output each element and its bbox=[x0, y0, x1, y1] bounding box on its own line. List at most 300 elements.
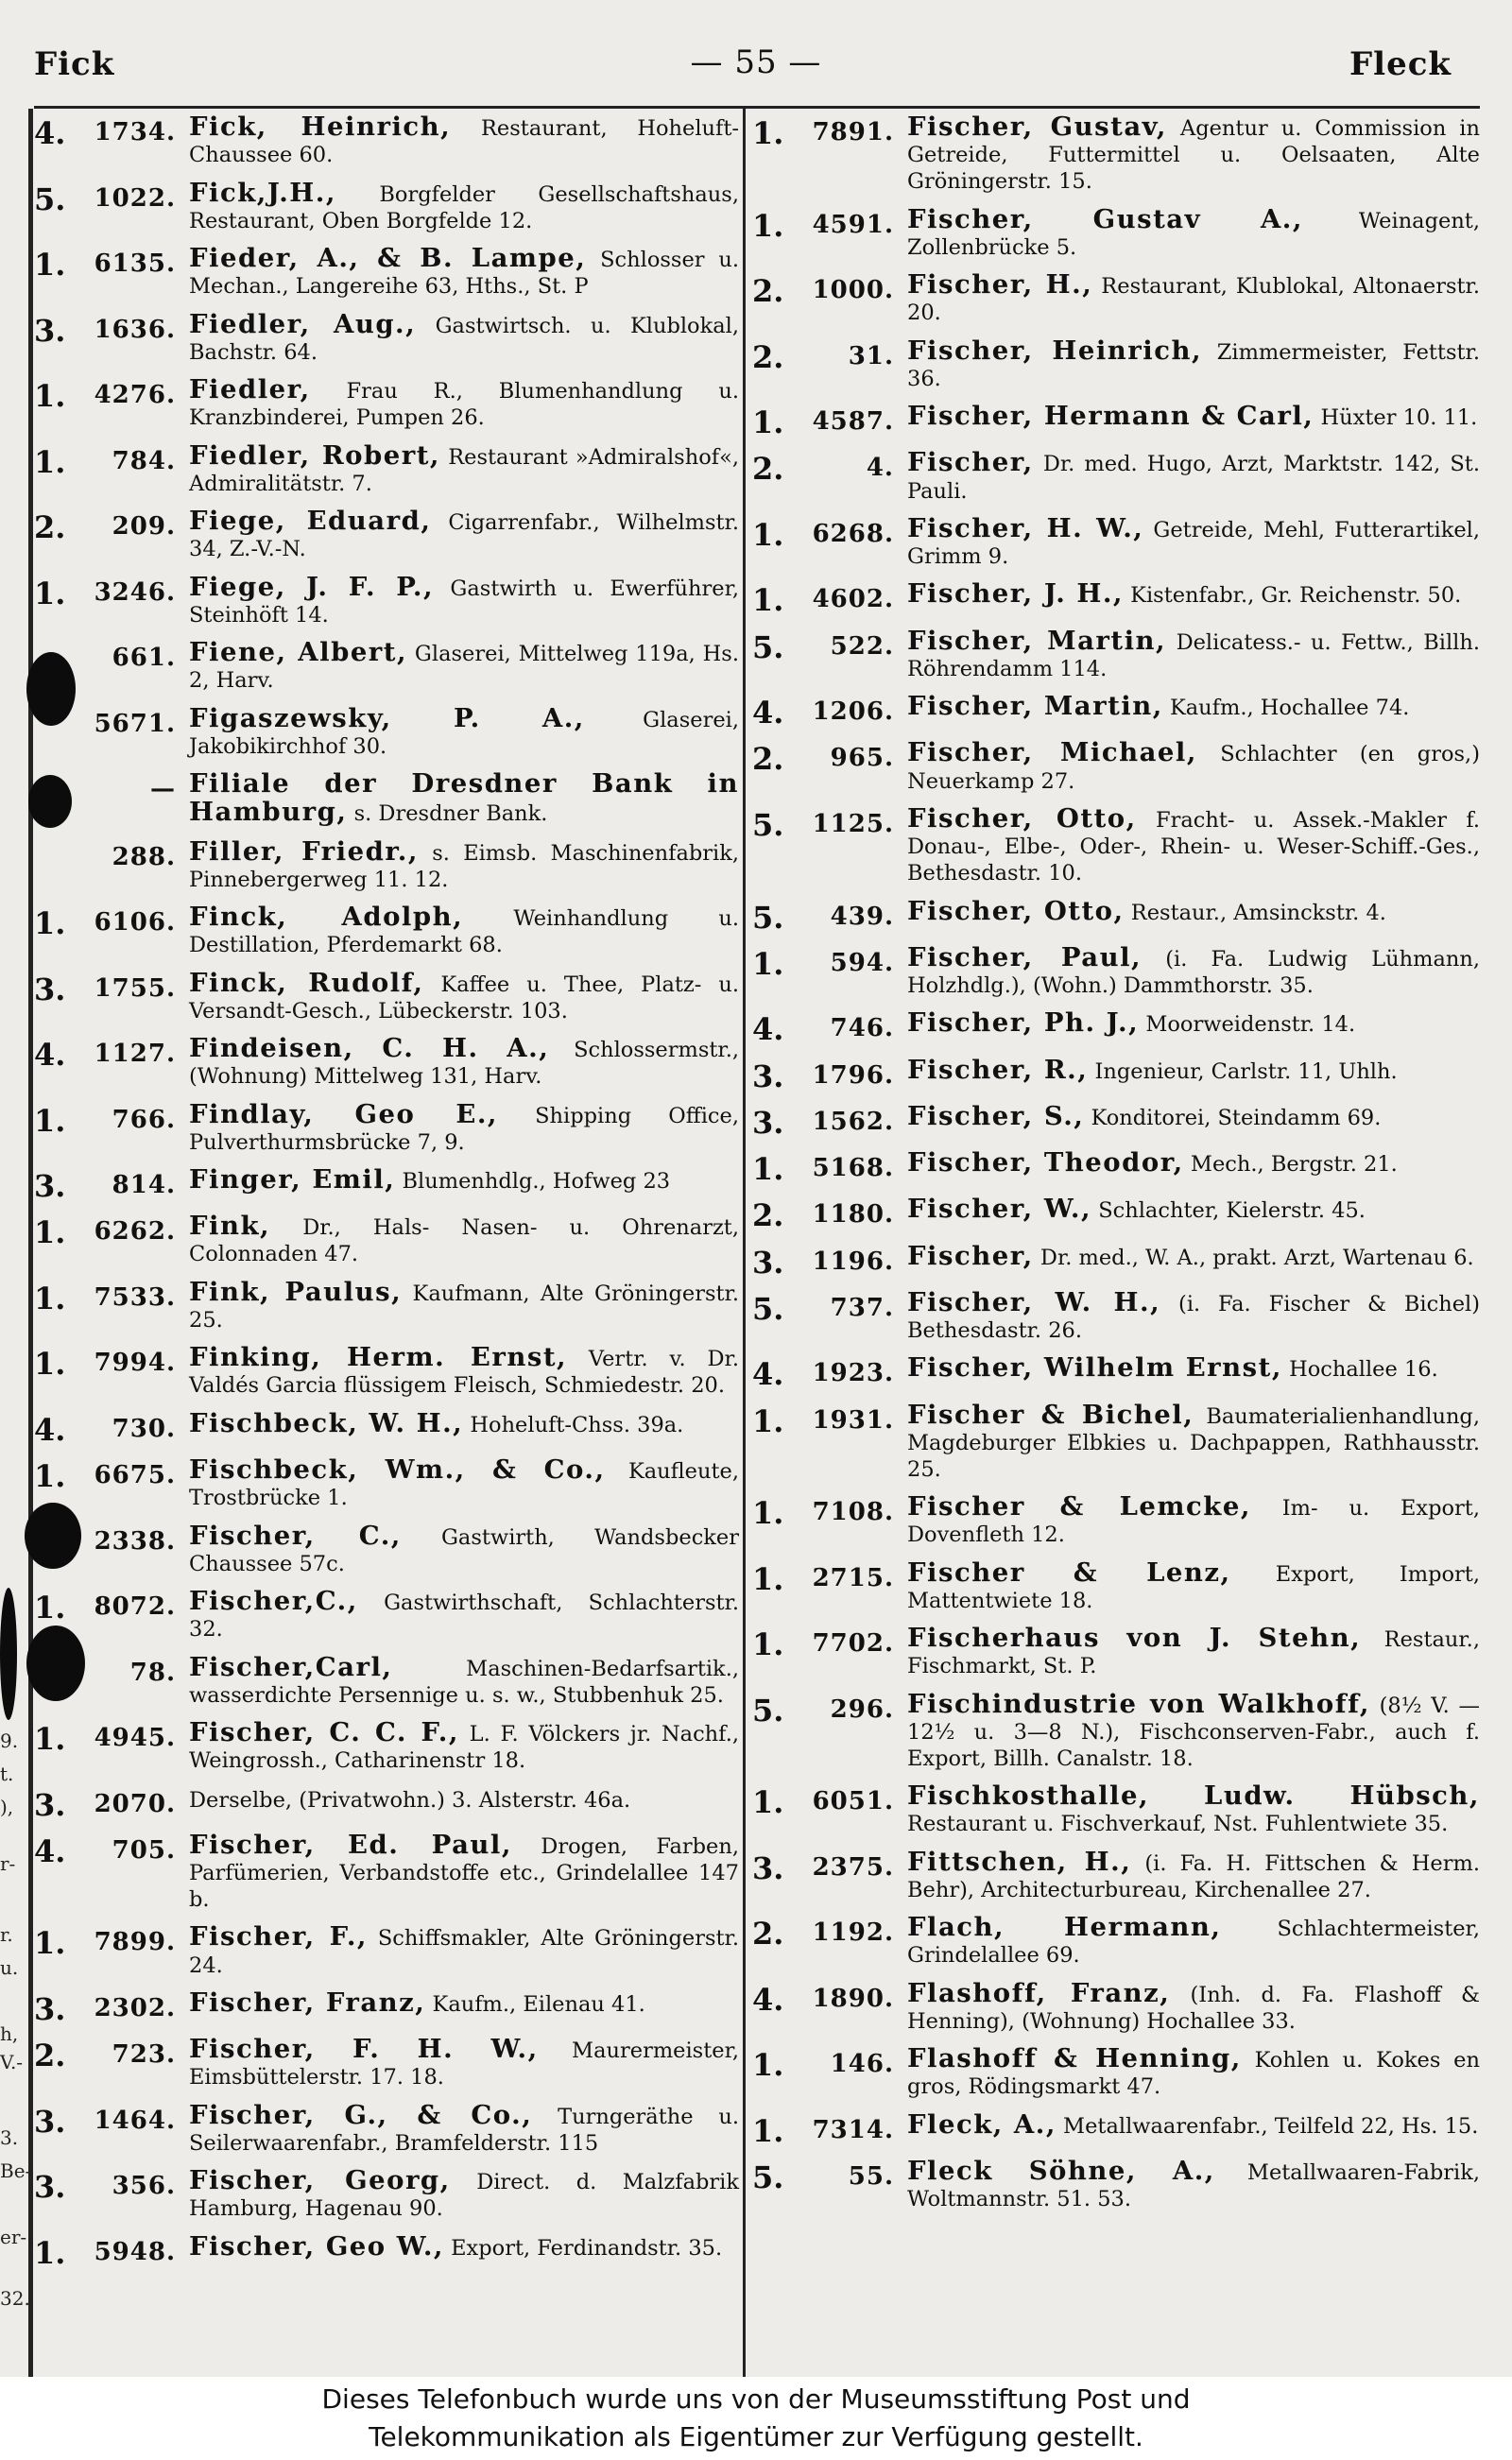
entry-text bbox=[907, 1399, 1480, 1483]
entry-name: Fick, Heinrich, bbox=[189, 112, 452, 142]
phone-number: 705. bbox=[112, 1835, 176, 1865]
phone-number: 2070. bbox=[94, 1789, 176, 1818]
phone-number: 6675. bbox=[94, 1461, 176, 1489]
entry-text bbox=[189, 1407, 739, 1438]
directory-entry bbox=[752, 1399, 1480, 1483]
exchange-number bbox=[34, 1654, 66, 1658]
entry-name: Finck, Rudolf, bbox=[189, 967, 424, 998]
running-head-left: Fick bbox=[34, 45, 115, 83]
directory-entry bbox=[34, 1213, 739, 1267]
directory-entry bbox=[34, 439, 740, 497]
phone-number: 7899. bbox=[94, 1928, 176, 1957]
entry-text bbox=[907, 802, 1480, 886]
entry-details: Getreide, Mehl, Futterartikel, Grimm 9. bbox=[907, 517, 1480, 569]
right-column bbox=[752, 113, 1480, 2224]
exchange-number: 1. bbox=[34, 575, 66, 611]
directory-entry bbox=[752, 1977, 1480, 2035]
directory-entry bbox=[34, 1719, 739, 1774]
entry-text bbox=[189, 770, 739, 827]
directory-entry bbox=[752, 2045, 1480, 2100]
entry-details: Konditorei, Steindamm 69. bbox=[1084, 1105, 1382, 1130]
entry-name: Fischer, F., bbox=[189, 1921, 368, 1953]
exchange-number: 5. bbox=[752, 806, 784, 843]
entry-details: Turngeräthe u. Seilerwaarenfabr., Bramfelderstr. 115 bbox=[189, 2104, 739, 2156]
directory-entry bbox=[34, 1456, 739, 1511]
phone-number: 1127. bbox=[94, 1040, 176, 1068]
running-head-right: Fleck bbox=[1349, 45, 1452, 83]
entry-text bbox=[907, 580, 1480, 609]
exchange-number: 3. bbox=[752, 1104, 784, 1141]
left-border-rule bbox=[28, 109, 33, 2377]
entry-name: Flashoff, Franz, bbox=[907, 1977, 1171, 2008]
exchange-number: 1. bbox=[34, 1458, 66, 1494]
directory-entry bbox=[752, 625, 1480, 682]
entry-text bbox=[907, 1914, 1480, 1969]
directory-entry bbox=[752, 802, 1480, 886]
exchange-number bbox=[34, 639, 66, 643]
entry-text bbox=[189, 439, 740, 497]
exchange-number: 5. bbox=[34, 181, 66, 217]
margin-fragment: 3. bbox=[0, 2126, 19, 2149]
entry-text bbox=[189, 1989, 739, 2018]
entry-name: Filler, Friedr., bbox=[189, 835, 419, 867]
exchange-number bbox=[34, 770, 66, 774]
entry-name: Fischer, Wilhelm Ernst, bbox=[907, 1352, 1282, 1384]
entry-details: Kaufmann, Alte Gröningerstr. 25. bbox=[189, 1281, 739, 1333]
phone-number: 746. bbox=[830, 1014, 894, 1043]
entry-details: Shipping Office, Pulverthurmsbrücke 7, 9. bbox=[189, 1103, 739, 1155]
entry-text bbox=[907, 1493, 1480, 1548]
entry-details: L. F. Völckers jr. Nachf., Weingrossh., Catharinenstr 18. bbox=[189, 1722, 740, 1774]
entry-text bbox=[907, 1688, 1481, 1772]
phone-number: 6106. bbox=[94, 908, 176, 937]
entry-details: Ingenieur, Carlstr. 11, Uhlh. bbox=[1088, 1058, 1398, 1084]
entry-details: Restaur., Fischmarkt, St. P. bbox=[907, 1627, 1480, 1679]
exchange-number: 1. bbox=[34, 247, 66, 283]
entry-details: (i. Fa. H. Fittschen & Herm. Behr), Architecturbureau, Kirchenallee 27. bbox=[907, 1850, 1480, 1902]
exchange-number: 3. bbox=[34, 1786, 66, 1823]
phone-number: 3246. bbox=[94, 577, 176, 607]
entry-details: Moorweidenstr. 14. bbox=[1139, 1012, 1356, 1038]
entry-details: Gastwirth u. Ewerführer, Steinhöft 14. bbox=[189, 576, 739, 628]
entry-details: Gastwirthschaft, Schlachterstr. 32. bbox=[189, 1591, 739, 1643]
entry-details: Kaufm., Eilenau 41. bbox=[425, 1991, 645, 2017]
entry-details: Vertr. v. Dr. Valdés Garcia flüssigem Fleisch, Schmiedestr. 20. bbox=[189, 1347, 739, 1399]
exchange-number: 3. bbox=[34, 312, 66, 349]
entry-details: Kaufleute, Trostbrücke 1. bbox=[189, 1459, 739, 1511]
phone-number: 55. bbox=[848, 2162, 894, 2191]
entry-name: Fischer, Ed. Paul, bbox=[189, 1829, 512, 1860]
directory-entry bbox=[752, 1846, 1480, 1903]
entry-name: Fink, Paulus, bbox=[189, 1276, 403, 1307]
phone-number: 965. bbox=[830, 744, 894, 773]
exchange-number: 2. bbox=[752, 1916, 784, 1953]
exchange-number: 3. bbox=[34, 2169, 66, 2206]
entry-name: Fleck, A., bbox=[907, 2108, 1057, 2140]
entry-name: Fischer,C., bbox=[189, 1586, 358, 1616]
exchange-number: 4. bbox=[752, 1356, 784, 1393]
entry-name: Flashoff & Henning, bbox=[907, 2043, 1242, 2074]
exchange-number: 1. bbox=[752, 207, 784, 244]
entry-text bbox=[189, 1035, 739, 1090]
entry-text bbox=[189, 1829, 739, 1913]
entry-details: Fracht- u. Assek.-Makler f. Donau-, Elbe-, Oder-, Rhein- u. Weser-Schiff.-Ges., Bethesdastr. 10. bbox=[907, 807, 1480, 886]
entry-text bbox=[189, 835, 739, 893]
exchange-number: 1. bbox=[34, 1590, 66, 1626]
entry-details: Restaurant u. Fischverkauf, Nst. Fuhlentwiete 35. bbox=[907, 1812, 1449, 1837]
entry-details: Kohlen u. Kokes en gros, Rödingsmarkt 47. bbox=[907, 2048, 1480, 2100]
entry-details: Maurermeister, Eimsbüttelerstr. 17. 18. bbox=[189, 2039, 740, 2090]
phone-number: 1180. bbox=[812, 1200, 894, 1230]
margin-fragment: r- bbox=[0, 1852, 16, 1875]
phone-number: 6051. bbox=[812, 1787, 894, 1816]
exchange-number: 2. bbox=[34, 2038, 66, 2074]
directory-entry bbox=[752, 2108, 1480, 2149]
entry-name: Fischkosthalle, Ludw. Hübsch, bbox=[907, 1780, 1480, 1812]
phone-number: 1000. bbox=[812, 276, 894, 305]
entry-text bbox=[907, 1100, 1480, 1131]
entry-name: Fischer, Martin, bbox=[907, 691, 1163, 722]
entry-text bbox=[189, 1923, 739, 1978]
entry-name: Fischer, S., bbox=[907, 1100, 1085, 1131]
header-rule bbox=[34, 106, 1480, 109]
exchange-number: 1. bbox=[34, 378, 66, 414]
entry-name: Fiege, Eduard, bbox=[189, 506, 432, 536]
directory-entry bbox=[34, 1098, 739, 1156]
entry-name: Fittschen, H., bbox=[907, 1846, 1132, 1877]
entry-details: Metallwaaren-Fabrik, Woltmannstr. 51. 53. bbox=[907, 2160, 1480, 2212]
exchange-number: 1. bbox=[752, 1402, 784, 1439]
entry-details: Hüxter 10. 11. bbox=[1314, 405, 1478, 431]
directory-entry bbox=[752, 1240, 1480, 1281]
phone-number: 31. bbox=[848, 341, 894, 370]
directory-entry bbox=[752, 113, 1480, 195]
entry-name: Fischer, Martin, bbox=[907, 625, 1167, 656]
directory-entry bbox=[34, 113, 739, 168]
phone-number: 766. bbox=[112, 1105, 176, 1134]
entry-text bbox=[189, 702, 739, 760]
exchange-number: 4. bbox=[34, 1037, 66, 1073]
entry-details: Schlachtermeister, Grindelallee 69. bbox=[907, 1917, 1480, 1969]
entry-text bbox=[907, 449, 1480, 504]
entry-name: Fischer, Franz, bbox=[189, 1987, 426, 2018]
exchange-number: 2. bbox=[752, 741, 784, 778]
margin-fragment: V.- bbox=[0, 2051, 24, 2073]
entry-name: Fischindustrie von Walkhoff, bbox=[907, 1688, 1370, 1719]
entry-details: Mech., Bergstr. 21. bbox=[1183, 1152, 1398, 1177]
entry-text bbox=[907, 895, 1480, 926]
phone-number: 4. bbox=[866, 454, 894, 483]
entry-text bbox=[189, 1166, 739, 1195]
phone-number: 6262. bbox=[94, 1217, 176, 1247]
entry-text bbox=[907, 113, 1480, 195]
entry-details: Maschinen-Bedarfsartik., wasserdichte Persennige u. s. w., Stubbenhuk 25. bbox=[189, 1656, 739, 1708]
entry-name: Fischer, F. H. W., bbox=[189, 2034, 539, 2065]
entry-name: Fischer, H. W., bbox=[907, 512, 1144, 543]
phone-number: 814. bbox=[112, 1171, 176, 1199]
entry-details: Export, Ferdinandstr. 35. bbox=[443, 2235, 723, 2261]
directory-entry bbox=[34, 770, 739, 827]
exchange-number: 1. bbox=[752, 516, 784, 553]
directory-entry bbox=[752, 403, 1480, 439]
entry-name: Fischer, H., bbox=[907, 269, 1093, 301]
exchange-number: 1. bbox=[34, 1346, 66, 1383]
exchange-number: 1. bbox=[752, 1784, 784, 1821]
directory-entry bbox=[752, 1559, 1480, 1614]
directory-entry bbox=[34, 903, 739, 958]
exchange-number: 5. bbox=[752, 628, 784, 665]
exchange-number: 1. bbox=[752, 404, 784, 441]
directory-entry bbox=[34, 308, 739, 366]
entry-details: Im- u. Export, Dovenfleth 12. bbox=[907, 1496, 1480, 1548]
phone-number: 2302. bbox=[94, 1993, 176, 2022]
phone-number: 7314. bbox=[812, 2115, 894, 2144]
exchange-number: 2. bbox=[34, 509, 66, 545]
entry-text bbox=[907, 1354, 1480, 1383]
entry-text bbox=[907, 1559, 1480, 1614]
phone-number: 1796. bbox=[812, 1060, 894, 1090]
entry-text bbox=[189, 903, 739, 958]
entry-name: Findeisen, C. H. A., bbox=[189, 1033, 550, 1063]
entry-text bbox=[189, 1588, 739, 1643]
exchange-number: 3. bbox=[752, 1849, 784, 1886]
entry-name: Fischer & Bichel, bbox=[907, 1399, 1194, 1430]
phone-number: 4276. bbox=[94, 381, 176, 409]
entry-text bbox=[189, 507, 739, 562]
exchange-number: 1. bbox=[752, 2047, 784, 2084]
entry-name: Finger, Emil, bbox=[189, 1164, 396, 1195]
entry-name: Fleck Söhne, A., bbox=[907, 2156, 1215, 2186]
entry-text bbox=[907, 693, 1480, 721]
entry-details: Schlossermstr., (Wohnung) Mittelweg 131, Harv. bbox=[189, 1038, 739, 1090]
directory-entry bbox=[34, 702, 739, 760]
directory-entry bbox=[34, 1923, 739, 1978]
directory-entry bbox=[34, 1829, 739, 1913]
entry-details: Schlachter (en gros,) Neuerkamp 27. bbox=[907, 742, 1480, 794]
entry-text bbox=[189, 245, 739, 300]
entry-name: Filiale der Dresdner Bank in Hamburg, bbox=[189, 768, 739, 828]
directory-entry bbox=[34, 1344, 739, 1399]
directory-entry bbox=[752, 693, 1480, 729]
phone-number: 1022. bbox=[94, 183, 176, 213]
entry-details: Schiffsmakler, Alte Gröningerstr. 24. bbox=[189, 1926, 739, 1978]
margin-fragment: 9. bbox=[0, 1729, 19, 1752]
entry-name: Fischer, Paul, bbox=[907, 941, 1143, 972]
margin-fragment: u. bbox=[0, 1956, 19, 1979]
phone-number: 8072. bbox=[94, 1592, 176, 1621]
entry-details: Restaurant, Klublokal, Altonaerstr. 20. bbox=[907, 274, 1480, 326]
entry-text bbox=[907, 512, 1480, 570]
directory-entry bbox=[752, 449, 1480, 504]
phone-number: 1890. bbox=[812, 1984, 894, 2013]
entry-text bbox=[907, 271, 1480, 326]
directory-entry bbox=[34, 835, 739, 893]
entry-details: Kaffee u. Thee, Platz- u. Versandt-Gesch., Lübeckerstr. 103. bbox=[189, 972, 740, 1024]
entry-details: Direct. d. Malzfabrik Hamburg, Hagenau 90. bbox=[189, 2170, 739, 2222]
entry-name: Fischer, Michael, bbox=[907, 737, 1197, 768]
directory-entry bbox=[752, 739, 1480, 794]
entry-text bbox=[907, 739, 1480, 794]
exchange-number: 1. bbox=[752, 945, 784, 982]
entry-details: Hochallee 16. bbox=[1281, 1357, 1438, 1383]
entry-text bbox=[189, 1456, 739, 1511]
phone-number: 1192. bbox=[812, 1918, 894, 1948]
entry-text bbox=[907, 2158, 1480, 2212]
exchange-number: 3. bbox=[34, 1990, 66, 2027]
exchange-number: 5. bbox=[752, 899, 784, 936]
exchange-number: 2. bbox=[752, 273, 784, 310]
exchange-number: 1. bbox=[752, 1560, 784, 1597]
entry-details: s. Eimsb. Maschinenfabrik, Pinnebergerweg 11. 12. bbox=[189, 840, 739, 892]
exchange-number: 1. bbox=[752, 1495, 784, 1532]
directory-entry bbox=[34, 2230, 739, 2271]
entry-text bbox=[907, 1286, 1481, 1344]
directory-entry bbox=[752, 512, 1480, 570]
left-column bbox=[34, 113, 739, 2279]
entry-name: Fischer, W., bbox=[907, 1194, 1092, 1225]
directory-entry bbox=[34, 2099, 739, 2157]
margin-fragment: t. bbox=[0, 1763, 14, 1785]
directory-entry bbox=[752, 941, 1480, 999]
exchange-number: 4. bbox=[34, 115, 66, 151]
margin-fragment: h, bbox=[0, 2022, 19, 2045]
directory-entry bbox=[752, 578, 1480, 619]
margin-fragment: 32. bbox=[0, 2287, 30, 2310]
entry-name: Fischer, Heinrich, bbox=[907, 335, 1203, 366]
entry-text bbox=[189, 308, 739, 366]
exchange-number: 1. bbox=[752, 115, 784, 151]
phone-number: 1931. bbox=[812, 1405, 894, 1435]
entry-text bbox=[907, 1009, 1480, 1038]
phone-number: 439. bbox=[830, 902, 894, 931]
entry-details: Export, Import, Mattentwiete 18. bbox=[907, 1561, 1480, 1613]
directory-entry bbox=[752, 1688, 1481, 1772]
phone-number: 522. bbox=[830, 631, 894, 661]
margin-fragment: Be- bbox=[0, 2159, 32, 2182]
entry-text bbox=[907, 1240, 1480, 1271]
exchange-number bbox=[34, 705, 66, 709]
entry-name: Fischer & Lenz, bbox=[907, 1557, 1231, 1588]
entry-details: Glaserei, Jakobikirchhof 30. bbox=[189, 707, 739, 759]
phone-number: 784. bbox=[112, 446, 176, 475]
entry-text bbox=[907, 1782, 1480, 1837]
directory-entry bbox=[34, 1588, 739, 1643]
footer-line-2: Telekommunikation als Eigentümer zur Verfügung gestellt. bbox=[369, 2421, 1143, 2452]
exchange-number: 4. bbox=[34, 1411, 66, 1448]
entry-details: s. Dresdner Bank. bbox=[347, 801, 548, 827]
entry-name: Fischer, Otto, bbox=[907, 802, 1137, 834]
entry-details: (i. Fa. Ludwig Lühmann, Holzhdlg.), (Wohn.) Dammthorstr. 35. bbox=[907, 946, 1480, 998]
directory-entry bbox=[752, 271, 1480, 326]
entry-name: Fischer, Otto, bbox=[907, 895, 1125, 926]
phone-number: 7108. bbox=[812, 1498, 894, 1527]
phone-number: 296. bbox=[830, 1694, 894, 1724]
exchange-number: 1. bbox=[34, 1925, 66, 1962]
phone-number: 209. bbox=[112, 512, 176, 541]
exchange-number: 2. bbox=[752, 451, 784, 488]
entry-details: (8½ V. — 12½ u. 3—8 N.), Fischconserven-Fabr., auch f. Export, Billh. Canalstr. 18. bbox=[907, 1693, 1481, 1771]
entry-text bbox=[907, 1846, 1480, 1903]
entry-details: Weinagent, Zollenbrücke 5. bbox=[907, 208, 1480, 260]
directory-entry bbox=[752, 895, 1480, 936]
directory-entry bbox=[34, 1785, 739, 1821]
phone-number: 723. bbox=[112, 2040, 176, 2070]
exchange-number: 1. bbox=[34, 1214, 66, 1251]
entry-name: Fischer, bbox=[907, 447, 1034, 478]
phone-number: 1196. bbox=[812, 1247, 894, 1276]
phone-number: 4587. bbox=[812, 407, 894, 437]
directory-entry bbox=[752, 1352, 1480, 1393]
entry-name: Fischer, W. H., bbox=[907, 1286, 1161, 1317]
exchange-number: 1. bbox=[34, 905, 66, 941]
entry-name: Fink, bbox=[189, 1211, 271, 1242]
directory-entry bbox=[34, 1166, 739, 1202]
entry-name: Fiene, Albert, bbox=[189, 637, 408, 667]
entry-text bbox=[907, 1149, 1480, 1178]
entry-details: Zimmermeister, Fettstr. 36. bbox=[907, 339, 1480, 391]
exchange-number: 1. bbox=[752, 1626, 784, 1663]
directory-entry bbox=[34, 1276, 739, 1333]
entry-text bbox=[189, 376, 739, 431]
entry-name: Fick,J.H., bbox=[189, 177, 336, 208]
entry-details: Hoheluft-Chss. 39a. bbox=[463, 1412, 684, 1437]
entry-details: Gastwirth, Wandsbecker Chaussee 57c. bbox=[189, 1524, 739, 1576]
entry-details: Schlachter, Kielerstr. 45. bbox=[1091, 1198, 1366, 1224]
entry-text bbox=[907, 337, 1480, 392]
directory-entry bbox=[752, 1914, 1480, 1969]
entry-details: Baumaterialienhandlung, Magdeburger Elbkies u. Dachpappen, Rathhausstr. 25. bbox=[907, 1403, 1480, 1482]
entry-text bbox=[189, 1719, 739, 1774]
entry-details: (Inh. d. Fa. Flashoff & Henning), (Wohnung) Hochallee 33. bbox=[907, 1982, 1480, 2034]
entry-details: (i. Fa. Fischer & Bichel) Bethesdastr. 26. bbox=[907, 1291, 1481, 1343]
entry-text bbox=[907, 403, 1480, 431]
exchange-number: 3. bbox=[34, 1168, 66, 1204]
entry-name: Flach, Hermann, bbox=[907, 1912, 1222, 1943]
entry-name: Fischer, Gustav A., bbox=[907, 203, 1303, 234]
entry-name: Fischer, G., & Co., bbox=[189, 2099, 533, 2130]
exchange-number: 4. bbox=[752, 1011, 784, 1048]
directory-entry bbox=[34, 1035, 739, 1090]
entry-text bbox=[189, 1098, 739, 1156]
entry-text bbox=[189, 2036, 739, 2090]
phone-number: 5168. bbox=[812, 1154, 894, 1182]
entry-name: Fischer, Hermann & Carl, bbox=[907, 401, 1314, 432]
directory-entry bbox=[752, 1054, 1480, 1094]
directory-entry bbox=[752, 337, 1480, 392]
exchange-number: 3. bbox=[752, 1058, 784, 1094]
phone-number: 288. bbox=[112, 842, 176, 871]
directory-entry bbox=[752, 203, 1480, 261]
entry-name: Fiege, J. F. P., bbox=[189, 571, 435, 602]
entry-text bbox=[907, 1625, 1480, 1679]
margin-fragment: ), bbox=[0, 1796, 14, 1818]
directory-entry bbox=[34, 376, 739, 431]
exchange-number: 4. bbox=[34, 1832, 66, 1869]
page-number: — 55 — bbox=[690, 43, 822, 81]
phone-number: 2375. bbox=[812, 1852, 894, 1882]
exchange-number: 5. bbox=[752, 1290, 784, 1327]
phone-number: 146. bbox=[830, 2050, 894, 2079]
entry-text bbox=[189, 1344, 739, 1399]
entry-text bbox=[189, 2230, 739, 2262]
phone-number: 661. bbox=[112, 644, 176, 672]
entry-text bbox=[189, 571, 739, 628]
exchange-number: 1. bbox=[34, 1721, 66, 1757]
entry-name: Fischbeck, Wm., & Co., bbox=[189, 1454, 606, 1485]
exchange-number: 4. bbox=[752, 1981, 784, 2018]
phone-number: 7533. bbox=[94, 1282, 176, 1312]
exchange-number: 1. bbox=[34, 2234, 66, 2271]
